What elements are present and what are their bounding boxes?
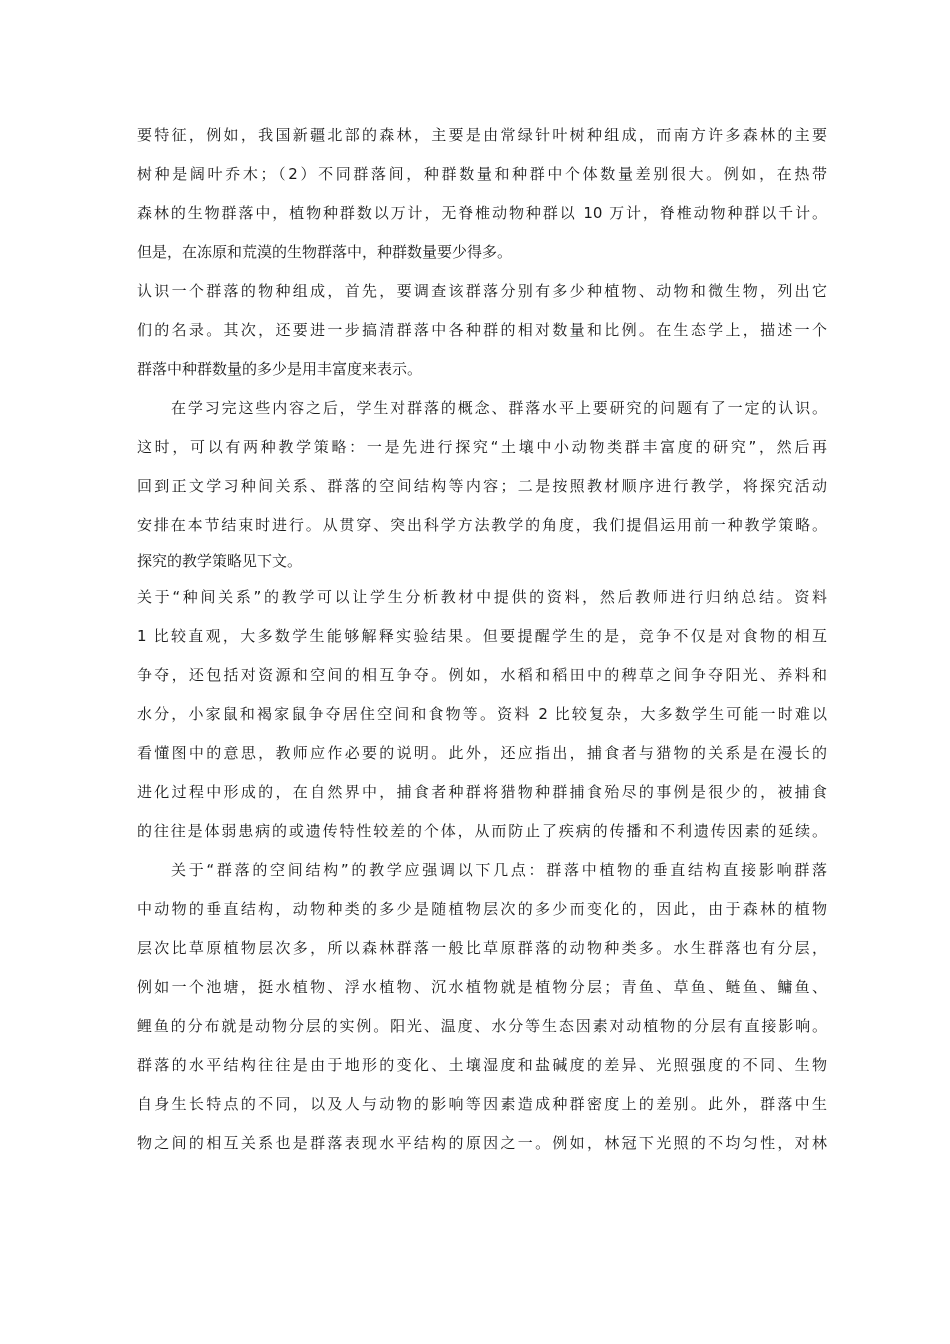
text-line: 探究的教学策略见下文。 — [137, 552, 303, 570]
text-line: 群落中种群数量的多少是用丰富度来表示。 — [137, 360, 423, 378]
text-line: 树种是阔叶乔木；（2）不同群落间，种群数量和种群中个体数量差别很大。例如，在热带 — [137, 165, 827, 183]
text-line: 在学习完这些内容之后，学生对群落的概念、群落水平上要研究的问题有了一定的认识。 — [171, 399, 827, 417]
text-line: 关于“群落的空间结构”的教学应强调以下几点：群落中植物的垂直结构直接影响群落 — [171, 861, 827, 879]
text-line: 回到正文学习种间关系、群落的空间结构等内容；二是按照教材顺序进行教学，将探究活动 — [137, 477, 827, 495]
text-line: 群落的水平结构往往是由于地形的变化、土壤湿度和盐碱度的差异、光照强度的不同、生物 — [137, 1056, 827, 1074]
text-line: 中动物的垂直结构，动物种类的多少是随植物层次的多少而变化的，因此，由于森林的植物 — [137, 900, 827, 918]
text-line: 自身生长特点的不同，以及人与动物的影响等因素造成种群密度上的差别。此外，群落中生 — [137, 1095, 827, 1113]
text-line: 们的名录。其次，还要进一步搞清群落中各种群的相对数量和比例。在生态学上，描述一个 — [137, 321, 827, 339]
text-line: 鲤鱼的分布就是动物分层的实例。阳光、温度、水分等生态因素对动植物的分层有直接影响。 — [137, 1017, 827, 1035]
text-line: 这时，可以有两种教学策略：一是先进行探究“土壤中小动物类群丰富度的研究”，然后再 — [137, 438, 827, 456]
text-line: 物之间的相互关系也是群落表现水平结构的原因之一。例如，林冠下光照的不均匀性，对林 — [137, 1134, 827, 1152]
text-line: 例如一个池塘，挺水植物、浮水植物、沉水植物就是植物分层；青鱼、草鱼、鲢鱼、鳙鱼、 — [137, 978, 827, 996]
text-line: 森林的生物群落中，植物种群数以万计，无脊椎动物种群以 10 万计，脊椎动物种群以千计。 — [137, 204, 827, 222]
text-line: 进化过程中形成的，在自然界中，捕食者种群将猎物种群捕食殆尽的事例是很少的，被捕食 — [137, 783, 827, 801]
text-line: 水分，小家鼠和褐家鼠争夺居住空间和食物等。资料 2 比较复杂，大多数学生可能一时难以 — [137, 705, 827, 723]
text-line: 层次比草原植物层次多，所以森林群落一般比草原群落的动物种类多。水生群落也有分层， — [137, 939, 827, 957]
text-line: 但是，在冻原和荒漠的生物群落中，种群数量要少得多。 — [137, 243, 513, 261]
text-line: 看懂图中的意思，教师应作必要的说明。此外，还应指出，捕食者与猎物的关系是在漫长的 — [137, 744, 827, 762]
text-line: 争夺，还包括对资源和空间的相互争夺。例如，水稻和稻田中的稗草之间争夺阳光、养料和 — [137, 666, 827, 684]
text-line: 认识一个群落的物种组成，首先，要调查该群落分别有多少种植物、动物和微生物，列出它 — [137, 282, 827, 300]
text-line: 关于“种间关系”的教学可以让学生分析教材中提供的资料，然后教师进行归纳总结。资料 — [137, 588, 827, 606]
document-body — [137, 116, 827, 1163]
text-line: 要特征，例如，我国新疆北部的森林，主要是由常绿针叶树种组成，而南方许多森林的主要 — [137, 126, 827, 144]
text-line: 的往往是体弱患病的或遗传特性较差的个体，从而防止了疾病的传播和不利遗传因素的延续。 — [137, 822, 827, 840]
text-line: 安排在本节结束时进行。从贯穿、突出科学方法教学的角度，我们提倡运用前一种教学策略。 — [137, 516, 827, 534]
text-line: 1 比较直观，大多数学生能够解释实验结果。但要提醒学生的是，竞争不仅是对食物的相互 — [137, 627, 827, 645]
